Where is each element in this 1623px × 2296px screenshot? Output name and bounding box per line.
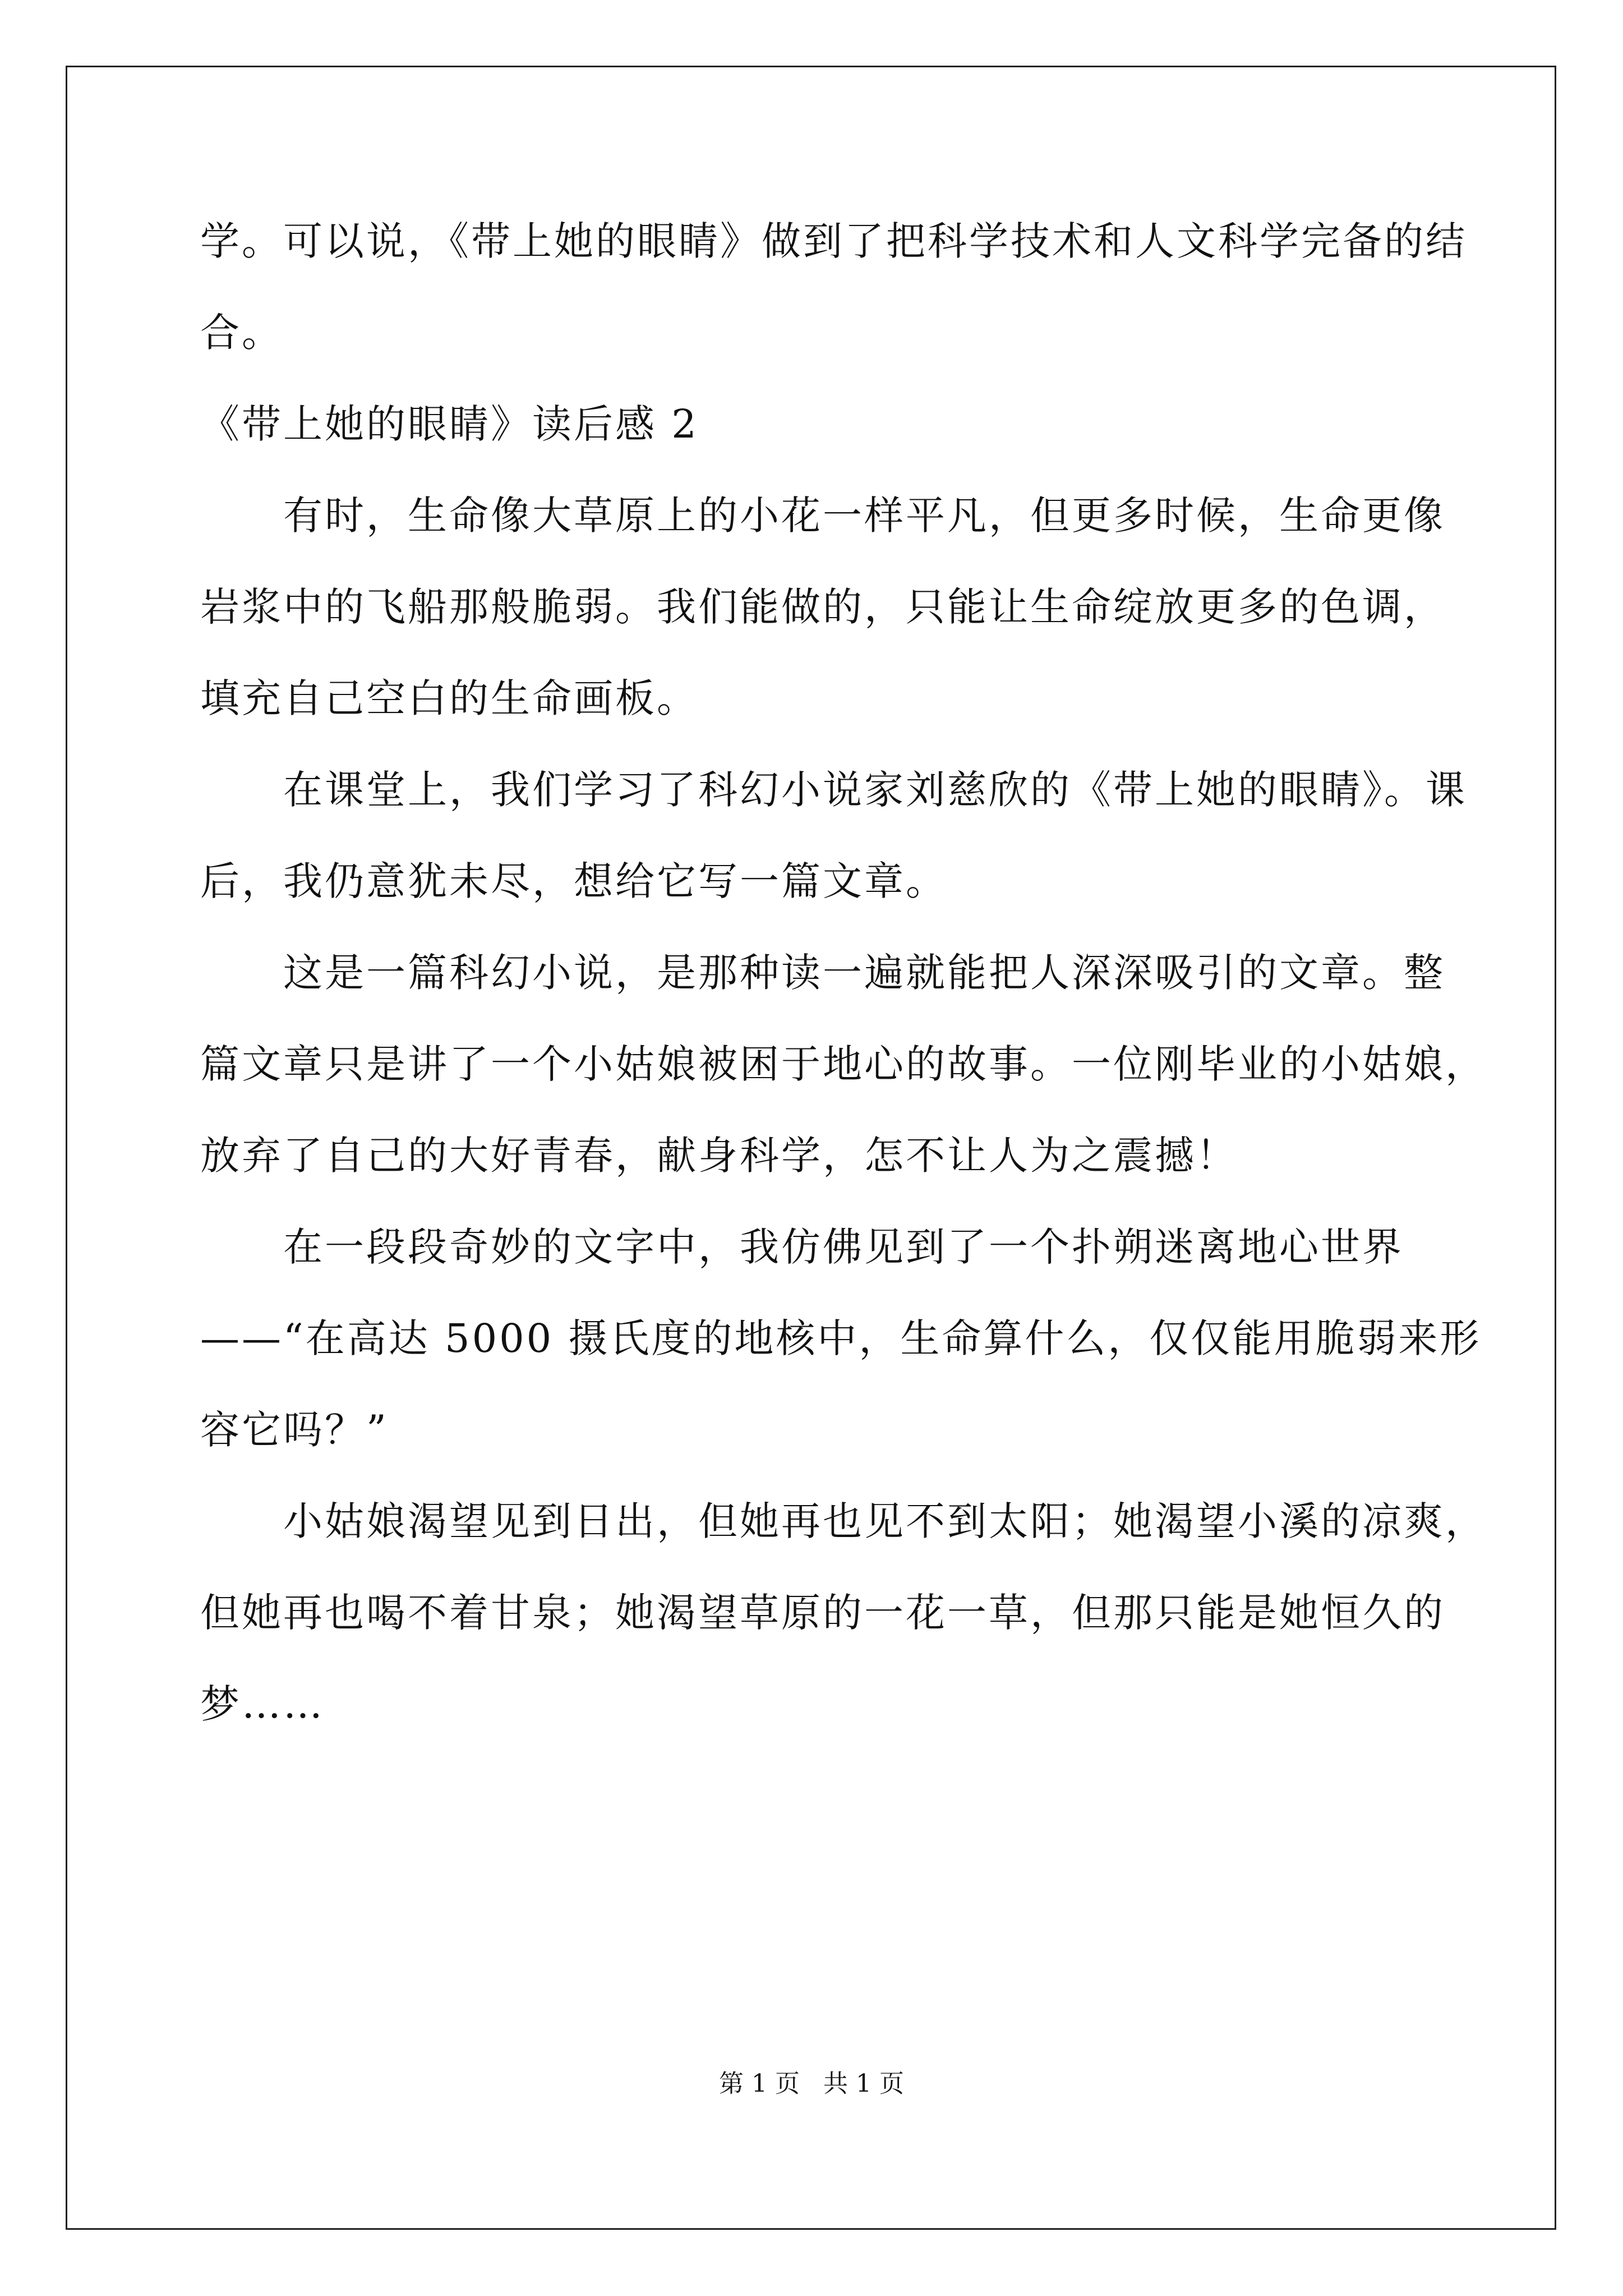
- body-line: 篇文章只是讲了一个小姑娘被困于地心的故事。一位刚毕业的小姑娘，: [200, 1041, 1487, 1087]
- body-line: 合。: [200, 310, 283, 356]
- paragraph-first-line: 在课堂上，我们学习了科幻小说家刘慈欣的《带上她的眼睛》。课: [283, 767, 1467, 813]
- body-line: ——“在高达 5000 摄氏度的地核中，生命算什么，仅仅能用脆弱来形: [200, 1315, 1482, 1361]
- body-line: 容它吗？”: [200, 1407, 389, 1453]
- page-footer: 第 1 页 共 1 页: [719, 2069, 904, 2098]
- body-line: 学。可以说，《带上她的眼睛》做到了把科学技术和人文科学完备的结: [200, 218, 1467, 264]
- paragraph-first-line: 在一段段奇妙的文字中，我仿佛见到了一个扑朔迷离地心世界: [283, 1224, 1404, 1270]
- body-line: 后，我仍意犹未尽，想给它写一篇文章。: [200, 858, 947, 904]
- paragraph-first-line: 这是一篇科幻小说，是那种读一遍就能把人深深吸引的文章。整: [283, 950, 1445, 996]
- body-line: 填充自己空白的生命画板。: [200, 675, 698, 721]
- section-heading: 《带上她的眼睛》读后感 2: [200, 401, 699, 447]
- body-line: 放弃了自己的大好青春，献身科学，怎不让人为之震撼！: [200, 1133, 1238, 1179]
- paragraph-first-line: 有时，生命像大草原上的小花一样平凡，但更多时候，生命更像: [283, 493, 1445, 539]
- body-line: 但她再也喝不着甘泉；她渴望草原的一花一草，但那只能是她恒久的: [200, 1590, 1445, 1636]
- body-line: 岩浆中的飞船那般脆弱。我们能做的，只能让生命绽放更多的色调，: [200, 584, 1445, 630]
- body-line: 梦……: [200, 1681, 325, 1727]
- paragraph-first-line: 小姑娘渴望见到日出，但她再也见不到太阳；她渴望小溪的凉爽，: [283, 1498, 1487, 1544]
